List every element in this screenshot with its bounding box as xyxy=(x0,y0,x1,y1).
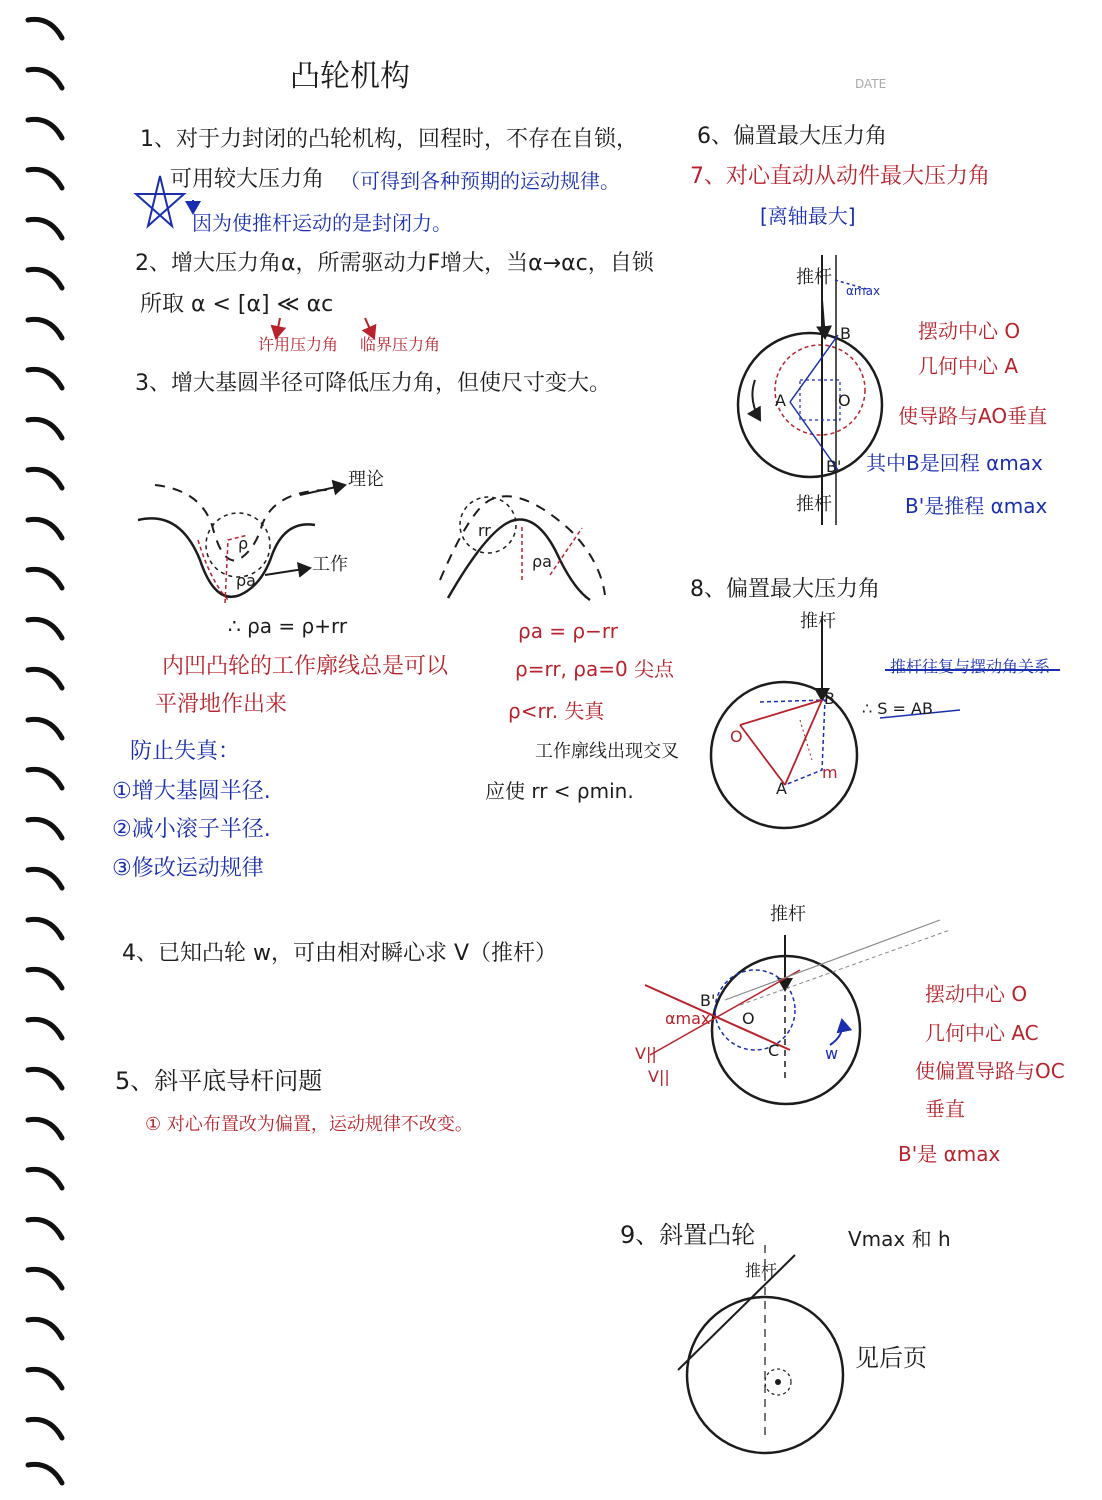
figmid-label-top: 推杆 xyxy=(770,904,806,925)
item7-a: 7、对心直动从动件最大压力角 xyxy=(690,164,990,189)
figmid-note1: 摆动中心 O xyxy=(925,982,1028,1006)
fig7-label-A: A xyxy=(775,391,786,410)
item5-line1: 5、斜平底导杆问题 xyxy=(115,1067,323,1095)
figmid-label-w: w xyxy=(825,1044,839,1063)
item8-label-top: 推杆 xyxy=(800,611,836,632)
spiral-binding xyxy=(28,19,62,1483)
fig7-label-alpha: αmax xyxy=(846,284,881,298)
item7-b: [离轴最大] xyxy=(760,204,856,228)
item4-line1: 4、已知凸轮 w，可由相对瞬心求 V（推杆） xyxy=(122,941,558,966)
figmid-label-v2: V|| xyxy=(648,1067,670,1086)
item8-label-O: O xyxy=(730,727,743,746)
figmid-label-C: C xyxy=(768,1041,780,1060)
fig-label-work: 工作 xyxy=(312,554,348,575)
prevent-item-3: ③修改运动规律 xyxy=(112,856,264,881)
item3-line1: 3、增大基圆半径可降低压力角，但使尺寸变大。 xyxy=(135,371,611,396)
item1-line2a: 可用较大压力角 xyxy=(170,167,325,192)
fig-label-rhoa-right: ρa xyxy=(532,552,552,571)
figmid-label-Bp: B' xyxy=(700,991,716,1010)
item9-label-top: 推杆 xyxy=(745,1261,778,1280)
page-title: 凸轮机构 xyxy=(290,59,410,94)
figmid-note5: B'是 αmax xyxy=(898,1142,1001,1166)
item1-line3: 因为使推杆运动的是封闭力。 xyxy=(192,211,452,235)
item8-label-B: B xyxy=(824,689,835,708)
figmid-note4: 垂直 xyxy=(925,1097,965,1121)
item2-note-allowable: 许用压力角 xyxy=(258,335,339,354)
prevent-item-2: ②减小滚子半径. xyxy=(112,817,271,842)
concave-note1: 内凹凸轮的工作廓线总是可以 xyxy=(162,654,449,679)
item8-title: 8、偏置最大压力角 xyxy=(690,577,880,602)
fig7-note2: 几何中心 A xyxy=(918,354,1019,378)
fig7-note4: 其中B是回程 αmax xyxy=(866,451,1043,475)
date-label: DATE xyxy=(855,77,887,91)
fig7-note1: 摆动中心 O xyxy=(918,319,1021,343)
eq-right3: ρ<rr. 失真 xyxy=(508,699,605,723)
fig-label-rr: rr xyxy=(478,521,491,540)
figmid-label-alpha: αmax xyxy=(665,1009,711,1028)
fig7-label-O: O xyxy=(838,391,851,410)
item1-line2b: （可得到各种预期的运动规律。 xyxy=(340,169,620,193)
fig-label-theory: 理论 xyxy=(348,469,384,490)
fig-label-rho: ρ xyxy=(238,534,249,553)
prevent-title: 防止失真： xyxy=(130,739,241,764)
figmid-label-v1: V|| xyxy=(635,1044,657,1063)
item5-line2: ① 对心布置改为偏置，运动规律不改变。 xyxy=(145,1114,473,1135)
fig7-note3: 使导路与AO垂直 xyxy=(898,404,1048,428)
convex-cam-figure xyxy=(440,496,605,600)
item1-line1: 1、对于力封闭的凸轮机构，回程时，不存在自锁， xyxy=(140,127,638,152)
eq-right5: 应使 rr < ρmin. xyxy=(485,779,634,803)
fig7-label-top: 推杆 xyxy=(796,267,832,288)
fig7-label-B: B xyxy=(840,324,851,343)
item2-line1: 2、增大压力角α，所需驱动力F增大，当α→αc，自锁 xyxy=(135,251,654,276)
fig8-diagram xyxy=(711,620,1060,828)
item9-title: 9、斜置凸轮 xyxy=(620,1221,756,1249)
item9-note-vmax: Vmax 和 h xyxy=(848,1227,951,1251)
eq-right4: 工作廓线出现交叉 xyxy=(535,741,679,762)
figmid-label-O: O xyxy=(742,1009,755,1028)
fig7-note5: B'是推程 αmax xyxy=(905,494,1048,518)
item8-label-A: A xyxy=(776,779,787,798)
eq-left: ∴ ρa = ρ+rr xyxy=(228,614,348,638)
eq-right2: ρ=rr, ρa=0 尖点 xyxy=(515,657,675,681)
item9-note-page: 见后页 xyxy=(855,1344,927,1372)
item6: 6、偏置最大压力角 xyxy=(697,124,887,149)
fig7-label-Bp: B' xyxy=(826,457,842,476)
figmid-note2: 几何中心 AC xyxy=(925,1021,1039,1045)
eq-right1: ρa = ρ−rr xyxy=(518,619,618,643)
item8-crossed-note: 推杆往复与摆动角关系 xyxy=(890,657,1051,676)
item2-note-critical: 临界压力角 xyxy=(360,335,441,354)
item2-line2: 所取 α < [α] ≪ αc xyxy=(140,292,334,317)
item8-eq: ∴ S = AB xyxy=(862,699,933,718)
prevent-item-1: ①增大基圆半径. xyxy=(112,779,271,804)
concave-note2: 平滑地作出来 xyxy=(155,692,288,717)
item8-label-m: m xyxy=(822,763,838,782)
fig-label-rhoa-left: ρa xyxy=(236,571,256,590)
fig7-label-bottom: 推杆 xyxy=(796,494,832,515)
figmid-note3: 使偏置导路与OC xyxy=(915,1059,1065,1083)
